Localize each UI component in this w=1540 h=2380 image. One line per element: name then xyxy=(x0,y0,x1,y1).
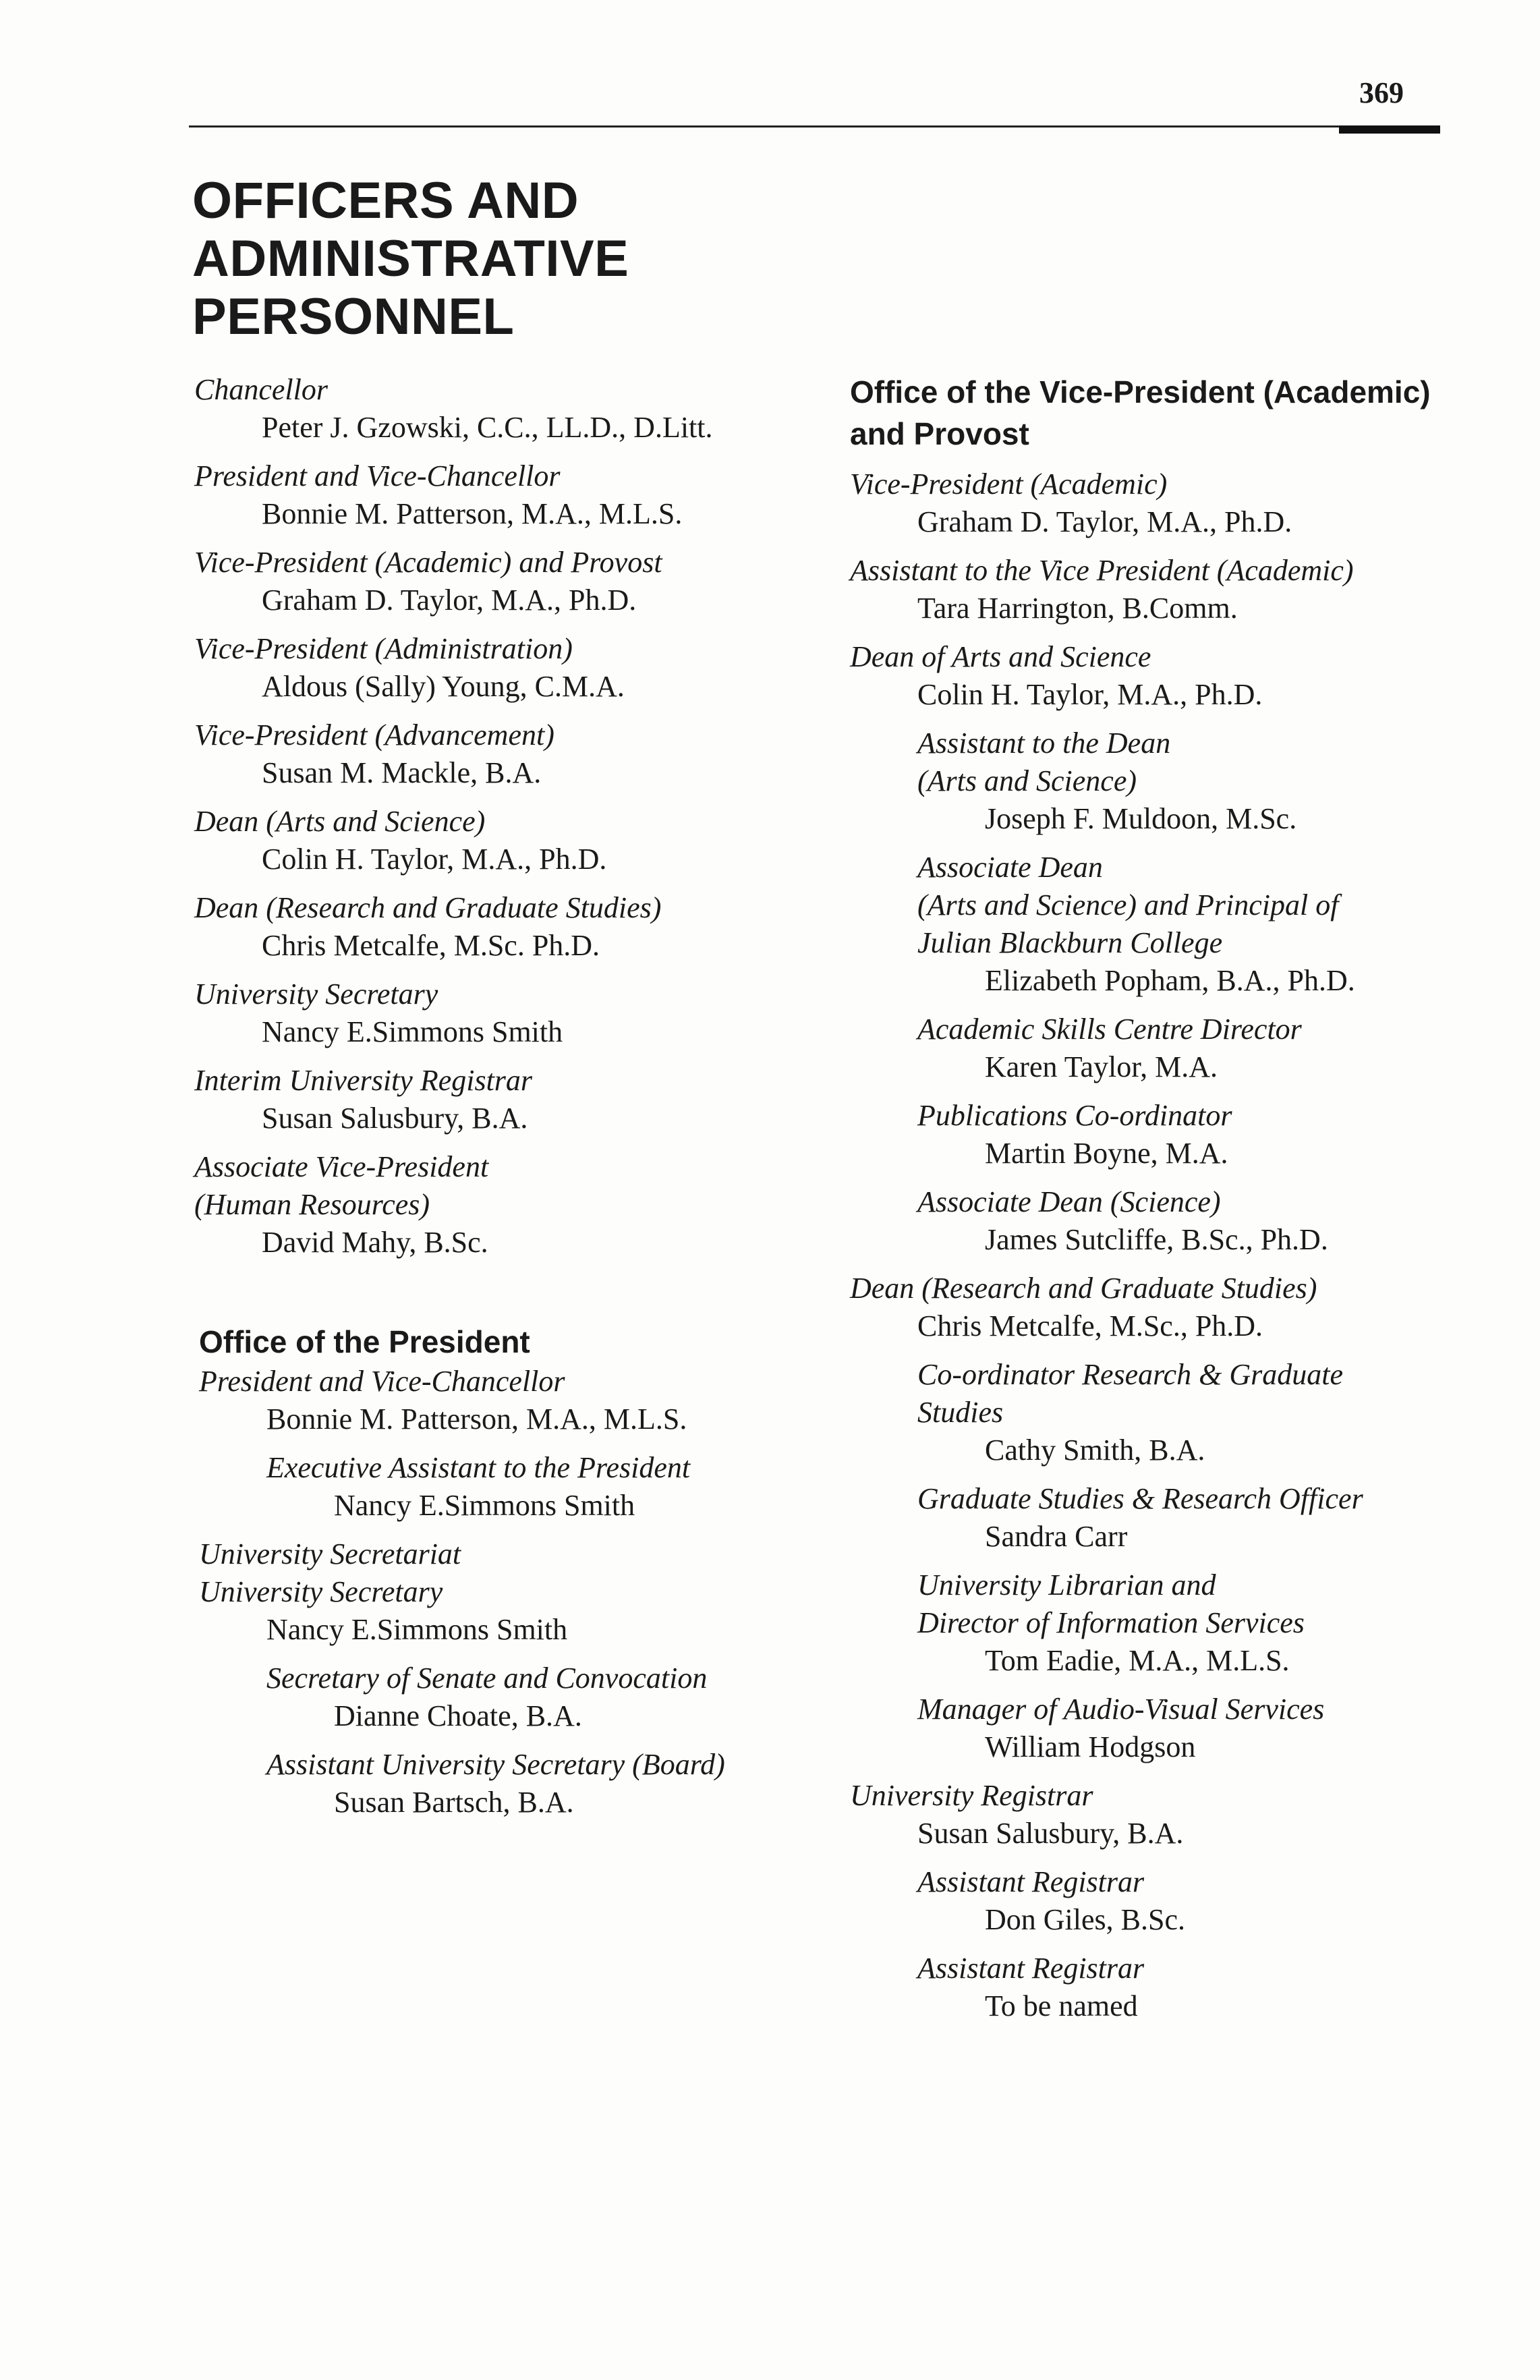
person-name: Tara Harrington, B.Comm. xyxy=(917,592,1238,625)
person-name: Susan Salusbury, B.A. xyxy=(262,1102,528,1135)
officer-entry xyxy=(194,803,801,878)
person-name: Tom Eadie, M.A., M.L.S. xyxy=(985,1644,1290,1677)
role-title: Dean (Arts and Science) xyxy=(194,805,486,838)
role-title: Interim University Registrar xyxy=(194,1064,533,1097)
officer-entry xyxy=(194,371,801,447)
role-title: Associate Dean (Science) xyxy=(917,1185,1221,1218)
header-rule xyxy=(189,125,1440,128)
role-title: Julian Blackburn College xyxy=(917,926,1223,959)
role-title: Graduate Studies & Research Officer xyxy=(917,1482,1363,1515)
role-title: (Human Resources) xyxy=(194,1188,430,1221)
person-name: Joseph F. Muldoon, M.Sc. xyxy=(985,802,1297,835)
person-name: Colin H. Taylor, M.A., Ph.D. xyxy=(262,843,607,876)
role-title: Vice-President (Academic) and Provost xyxy=(194,546,662,579)
role-title: Dean (Research and Graduate Studies) xyxy=(194,891,662,924)
title-line: PERSONNEL xyxy=(192,288,515,345)
role-title: Vice-President (Academic) xyxy=(850,468,1168,501)
person-name: Peter J. Gzowski, C.C., LL.D., D.Litt. xyxy=(262,411,713,444)
vp-academic-office-section xyxy=(850,371,1498,2025)
person-name: Chris Metcalfe, M.Sc., Ph.D. xyxy=(917,1309,1263,1342)
section-heading: Office of the Vice-President (Academic) xyxy=(850,374,1431,409)
role-title: Vice-President (Advancement) xyxy=(194,718,554,752)
role-title: Assistant to the Dean xyxy=(917,727,1171,760)
person-name: Nancy E.Simmons Smith xyxy=(262,1015,563,1048)
page-number: 369 xyxy=(1359,76,1404,109)
role-title: Director of Information Services xyxy=(917,1606,1305,1639)
role-title: Studies xyxy=(917,1396,1004,1429)
page-title xyxy=(192,172,799,346)
person-name: Graham D. Taylor, M.A., Ph.D. xyxy=(262,584,637,617)
person-name: Don Giles, B.Sc. xyxy=(985,1903,1185,1936)
person-name: David Mahy, B.Sc. xyxy=(262,1226,488,1259)
role-title: Assistant Registrar xyxy=(917,1865,1145,1898)
role-title: Dean (Research and Graduate Studies) xyxy=(850,1272,1317,1305)
person-name: Dianne Choate, B.A. xyxy=(334,1699,582,1732)
officer-entry xyxy=(194,1062,801,1137)
person-name: Aldous (Sally) Young, C.M.A. xyxy=(262,670,625,703)
role-title: (Arts and Science) xyxy=(917,764,1137,797)
person-name: Susan M. Mackle, B.A. xyxy=(262,756,542,789)
role-title: University Secretariat xyxy=(199,1537,461,1570)
officer-entry xyxy=(194,457,801,533)
role-title: Assistant to the Vice President (Academic) xyxy=(850,554,1354,587)
person-name: Cathy Smith, B.A. xyxy=(985,1434,1205,1467)
title-line: ADMINISTRATIVE xyxy=(192,230,629,287)
section-heading: Office of the President xyxy=(199,1324,530,1359)
officer-entry xyxy=(194,630,801,706)
role-title: Associate Dean xyxy=(917,851,1103,884)
role-title: Academic Skills Centre Director xyxy=(917,1013,1302,1046)
role-title: Assistant University Secretary (Board) xyxy=(266,1748,725,1781)
role-title: President and Vice-Chancellor xyxy=(199,1365,565,1398)
section-heading: and Provost xyxy=(850,416,1029,451)
role-title: Associate Vice-President xyxy=(194,1150,489,1183)
person-name: Bonnie M. Patterson, M.A., M.L.S. xyxy=(262,497,683,530)
person-name: Susan Salusbury, B.A. xyxy=(917,1817,1184,1850)
person-name: Bonnie M. Patterson, M.A., M.L.S. xyxy=(266,1402,687,1436)
role-title: Manager of Audio-Visual Services xyxy=(917,1693,1325,1726)
person-name: Colin H. Taylor, M.A., Ph.D. xyxy=(917,678,1263,711)
role-title: Vice-President (Administration) xyxy=(194,632,573,665)
header-bar xyxy=(1339,125,1440,134)
person-name: Chris Metcalfe, M.Sc. Ph.D. xyxy=(262,929,600,962)
role-title: Chancellor xyxy=(194,373,328,406)
person-name: Nancy E.Simmons Smith xyxy=(334,1489,635,1522)
role-title: Publications Co-ordinator xyxy=(917,1099,1232,1132)
officer-entry xyxy=(194,975,801,1051)
title-line: OFFICERS AND xyxy=(192,172,579,229)
role-title: Dean of Arts and Science xyxy=(850,640,1151,673)
officer-entry xyxy=(194,716,801,792)
officer-entry xyxy=(194,889,801,965)
person-name: Elizabeth Popham, B.A., Ph.D. xyxy=(985,964,1355,997)
role-title: Co-ordinator Research & Graduate xyxy=(917,1358,1344,1391)
person-name: Martin Boyne, M.A. xyxy=(985,1137,1228,1170)
person-name: James Sutcliffe, B.Sc., Ph.D. xyxy=(985,1223,1328,1256)
person-name: Karen Taylor, M.A. xyxy=(985,1050,1218,1083)
person-name: Graham D. Taylor, M.A., Ph.D. xyxy=(917,505,1292,538)
person-name: Sandra Carr xyxy=(985,1520,1128,1553)
role-title: University Secretary xyxy=(199,1575,443,1608)
person-name: Susan Bartsch, B.A. xyxy=(334,1786,574,1819)
officers-list xyxy=(194,371,801,1262)
officer-entry xyxy=(194,544,801,619)
role-title: University Registrar xyxy=(850,1779,1093,1812)
role-title: Executive Assistant to the President xyxy=(266,1451,691,1484)
role-title: University Secretary xyxy=(194,978,438,1011)
role-title: Assistant Registrar xyxy=(917,1952,1145,1985)
person-name: To be named xyxy=(985,1989,1138,2022)
person-name: William Hodgson xyxy=(985,1730,1196,1763)
role-title: University Librarian and xyxy=(917,1568,1216,1602)
person-name: Nancy E.Simmons Smith xyxy=(266,1613,568,1646)
role-title: (Arts and Science) and Principal of xyxy=(917,888,1339,922)
officer-entry xyxy=(194,1148,801,1262)
president-office-section xyxy=(199,1321,840,1821)
role-title: President and Vice-Chancellor xyxy=(194,459,561,492)
role-title: Secretary of Senate and Convocation xyxy=(266,1662,708,1695)
